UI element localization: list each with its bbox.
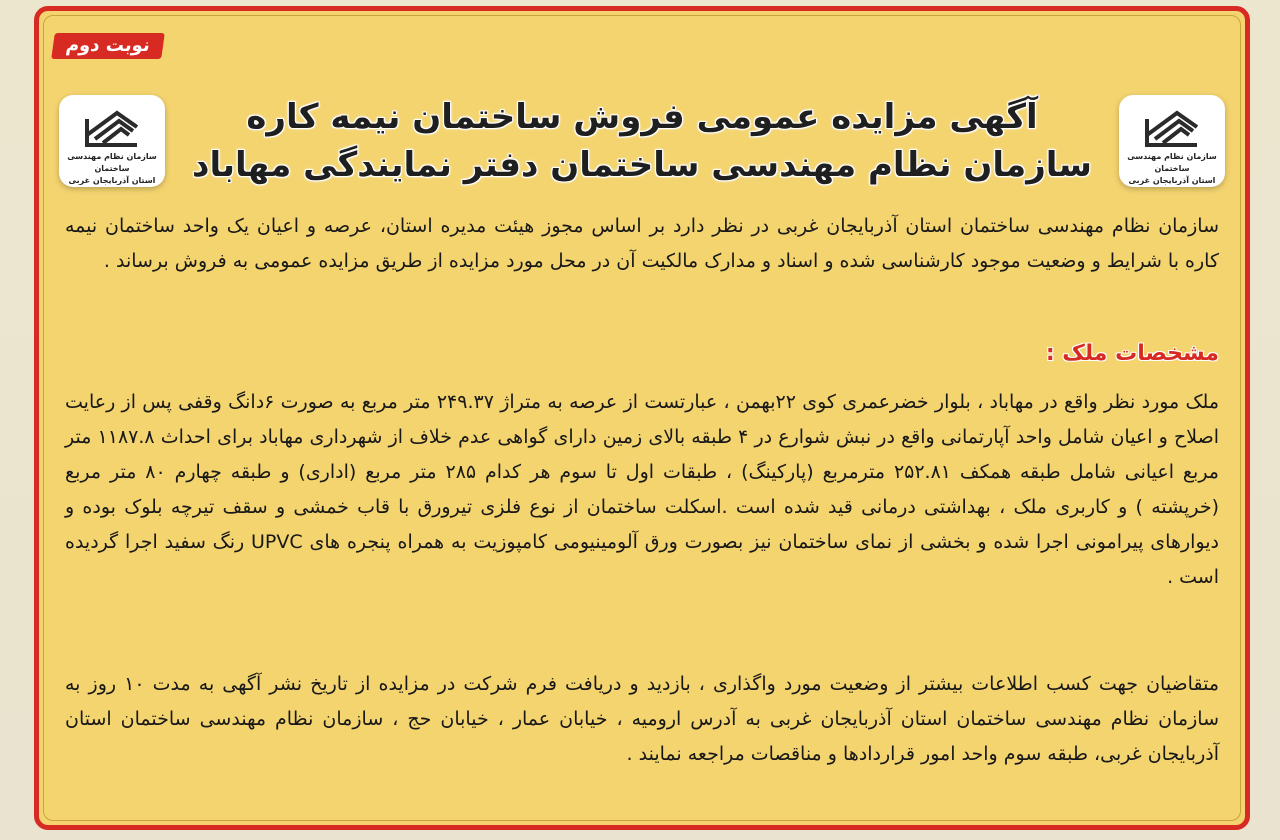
logo-caption-line-1: سازمان نظام مهندسی ساختمان — [67, 152, 157, 173]
intro-paragraph — [65, 209, 1219, 279]
property-section-heading: مشخصات ملک : — [1045, 341, 1219, 366]
logo-caption-line-1: سازمان نظام مهندسی ساختمان — [1127, 152, 1217, 173]
applicants-paragraph — [65, 667, 1219, 772]
building-roof-icon — [1141, 105, 1203, 149]
applicants-text: متقاضیان جهت کسب اطلاعات بیشتر از وضعیت مورد واگذاری ، بازدید و دریافت فرم شرکت در مزایده از تاریخ نشر آگهی به مدت ۱۰ روز به سازمان نظام مهندسی ساختمان استان آذربایجان غربی به آدرس ارومیه ، خیابان عمار ، خیابان حج ، سازمان نظام مهندسی ساختمان استان آذربایجان غربی، طبقه سوم واحد امور قراردادها و مناقصات مراجعه نمایند . — [65, 673, 1219, 765]
advertisement-title: آگهی مزایده عمومی فروش ساختمان نیمه کاره — [246, 97, 1038, 137]
round-badge: نوبت دوم — [51, 33, 165, 59]
logo-caption-line-2: استان آذربایجان غربی — [1128, 176, 1216, 185]
property-text: ملک مورد نظر واقع در مهاباد ، بلوار خضرعمری کوی ۲۲بهمن ، عبارتست از عرصه به متراژ ۲۴۹.۳۷ متر مربع به صورت ۶دانگ وقفی پس از رعایت اصلاح و اعیان شامل واحد آپارتمانی واقع در نبش شوارع در ۴ طبقه بالای زمین دارای گواهی عدم خلاف از شهرداری مهاباد برای احداث ۱۱۸۷.۸ متر مربع اعیانی شامل طبقه همکف ۲۵۲.۸۱ مترمربع (پارکینگ) ، طبقات اول تا سوم هر کدام ۲۸۵ متر مربع (اداری) و طبقه چهارم ۸۰ متر مربع (خرپشته ) و کاربری ملک ، بهداشتی درمانی قید شده است .اسکلت ساختمان از نوع فلزی تیرورق با قاب خمشی و سقف تیرچه بلوک بوده و دیوارهای پیرامونی اجرا شده و بخشی از نمای ساختمان نیز بصورت ورق آلومینیومی کامپوزیت به همراه پنجره های UPVC رنگ سفید اجرا گردیده است . — [65, 391, 1220, 588]
organization-logo-left — [59, 95, 165, 187]
advertisement-frame — [34, 6, 1250, 830]
building-roof-icon — [81, 105, 143, 149]
intro-text: سازمان نظام مهندسی ساختمان استان آذربایجان غربی در نظر دارد بر اساس مجوز هیئت مدیره استان، عرصه و اعیان یک واحد ساختمان نیمه کاره با شرایط و وضعیت موجود کارشناسی شده و اسناد و مدارک مالکیت آن در محل مورد مزایده از طریق مزایده عمومی به فروش برساند . — [65, 215, 1219, 272]
advertisement-subtitle: سازمان نظام مهندسی ساختمان دفتر نمایندگی مهاباد — [192, 145, 1092, 185]
organization-logo-right — [1119, 95, 1225, 187]
property-paragraph — [65, 385, 1219, 595]
logo-caption-line-2: استان آذربایجان غربی — [68, 176, 156, 185]
